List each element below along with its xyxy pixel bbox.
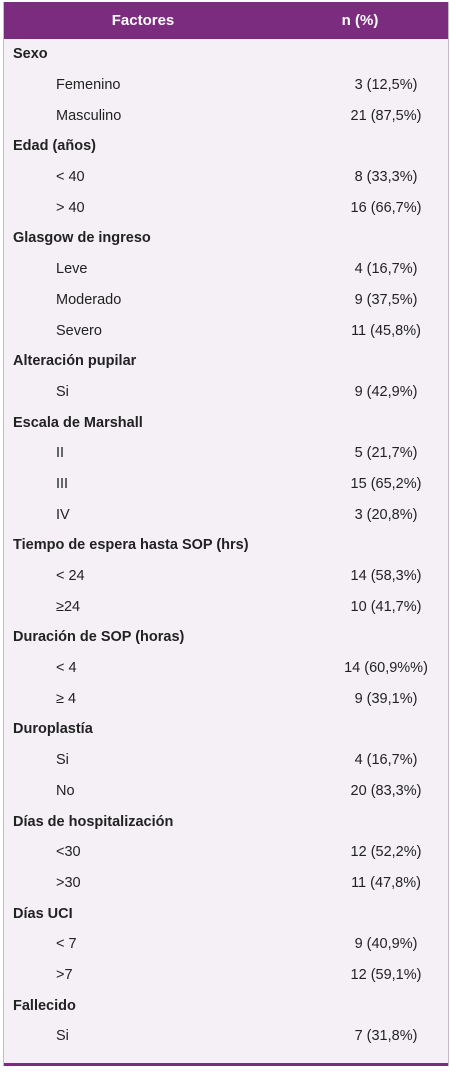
n-percent-value: 9 (40,9%): [354, 936, 418, 953]
factor-label: Moderado: [56, 291, 122, 308]
n-percent-value: 9 (37,5%): [354, 291, 418, 308]
header-factors: Factores: [111, 12, 175, 29]
n-percent-value: 3 (12,5%): [354, 77, 418, 94]
category-row: [4, 714, 448, 745]
category-row: [4, 346, 448, 377]
category-label: Sexo: [13, 46, 48, 63]
table-row: [4, 469, 448, 500]
factor-label: <30: [56, 844, 81, 861]
category-label: Edad (años): [13, 138, 96, 155]
table-row: [4, 254, 448, 285]
table-row: [4, 162, 448, 193]
category-row: [4, 39, 448, 70]
factor-label: < 24: [56, 568, 85, 585]
factor-label: II: [56, 445, 65, 462]
n-percent-value: 12 (59,1%): [350, 966, 422, 983]
table-row: [4, 776, 448, 807]
table-row: [4, 70, 448, 101]
category-label: Tiempo de espera hasta SOP (hrs): [13, 537, 249, 554]
category-row: [4, 407, 448, 438]
n-percent-value: 20 (83,3%): [350, 782, 422, 799]
factor-label: ≥ 4: [56, 690, 77, 707]
table-row: [4, 837, 448, 868]
factor-label: < 4: [56, 660, 77, 677]
table-row: [4, 285, 448, 316]
n-percent-value: 4 (16,7%): [354, 261, 418, 278]
factor-label: >7: [56, 966, 73, 983]
factors-table: [3, 2, 449, 1066]
table-bottom-rule: [4, 1063, 448, 1066]
n-percent-value: 15 (65,2%): [350, 475, 422, 492]
category-row: [4, 990, 448, 1021]
category-row: [4, 806, 448, 837]
factor-label: Si: [56, 1028, 69, 1045]
table-row: [4, 653, 448, 684]
table-row: [4, 591, 448, 622]
factor-label: Severo: [56, 322, 102, 339]
category-label: Fallecido: [13, 997, 76, 1014]
table-row: [4, 100, 448, 131]
n-percent-value: 3 (20,8%): [354, 506, 418, 523]
category-row: [4, 131, 448, 162]
table-row: [4, 745, 448, 776]
table-body: [4, 39, 448, 1052]
factor-label: ≥24: [56, 598, 81, 615]
header-n-percent: n (%): [341, 12, 379, 29]
category-label: Días de hospitalización: [13, 813, 174, 830]
table-row: [4, 499, 448, 530]
category-label: Duración de SOP (horas): [13, 629, 185, 646]
table-row: [4, 929, 448, 960]
category-label: Alteración pupilar: [13, 353, 137, 370]
table-row: [4, 377, 448, 408]
category-label: Duroplastía: [13, 721, 93, 738]
n-percent-value: 21 (87,5%): [350, 107, 422, 124]
category-row: [4, 223, 448, 254]
factor-label: > 40: [56, 199, 85, 216]
factor-label: Leve: [56, 261, 88, 278]
category-label: Días UCI: [13, 905, 73, 922]
factor-label: Masculino: [56, 107, 122, 124]
n-percent-value: 14 (60,9%%): [344, 660, 428, 677]
factor-label: < 40: [56, 169, 85, 186]
factor-label: IV: [56, 506, 70, 523]
n-percent-value: 4 (16,7%): [354, 752, 418, 769]
factor-label: III: [56, 475, 69, 492]
factor-label: Si: [56, 383, 69, 400]
factor-label: No: [56, 782, 75, 799]
n-percent-value: 14 (58,3%): [350, 568, 422, 585]
table-row: [4, 960, 448, 991]
factor-label: Femenino: [56, 77, 121, 94]
table-row: [4, 561, 448, 592]
table-row: [4, 438, 448, 469]
factor-label: >30: [56, 874, 81, 891]
n-percent-value: 9 (42,9%): [354, 383, 418, 400]
table-row: [4, 1021, 448, 1052]
n-percent-value: 11 (47,8%): [351, 874, 421, 891]
category-row: [4, 530, 448, 561]
n-percent-value: 7 (31,8%): [354, 1028, 418, 1045]
table-row: [4, 315, 448, 346]
table-row: [4, 683, 448, 714]
category-label: Escala de Marshall: [13, 414, 143, 431]
n-percent-value: 12 (52,2%): [350, 844, 422, 861]
category-row: [4, 898, 448, 929]
table-row: [4, 192, 448, 223]
category-label: Glasgow de ingreso: [13, 230, 151, 247]
n-percent-value: 8 (33,3%): [354, 169, 418, 186]
n-percent-value: 10 (41,7%): [350, 598, 422, 615]
table-row: [4, 868, 448, 899]
n-percent-value: 5 (21,7%): [354, 445, 418, 462]
factor-label: < 7: [56, 936, 77, 953]
n-percent-value: 16 (66,7%): [350, 199, 422, 216]
table-header: [4, 2, 448, 39]
category-row: [4, 622, 448, 653]
n-percent-value: 11 (45,8%): [351, 322, 421, 339]
factor-label: Si: [56, 752, 69, 769]
n-percent-value: 9 (39,1%): [354, 690, 418, 707]
